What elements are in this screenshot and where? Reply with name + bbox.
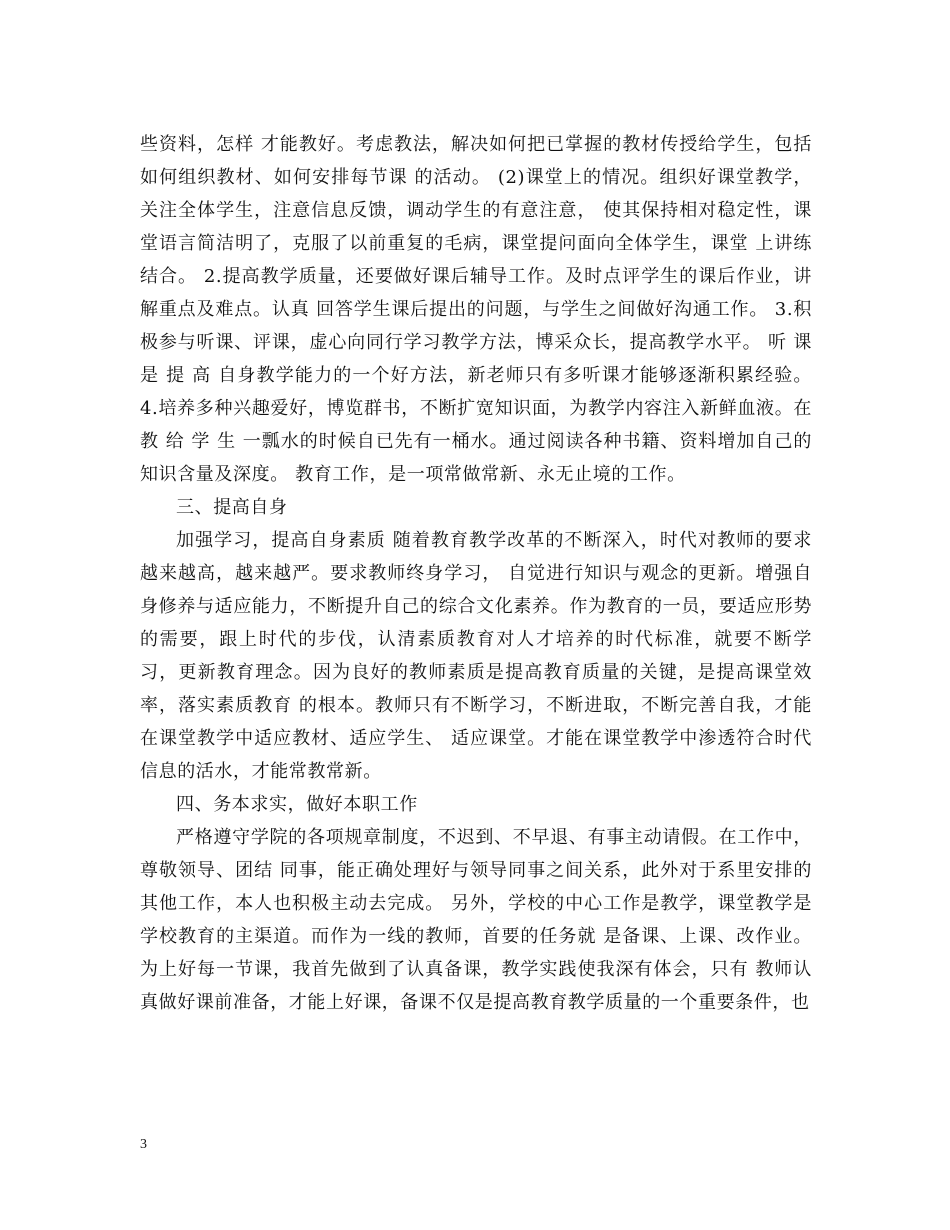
body-paragraph-3: 严格遵守学院的各项规章制度，不迟到、不早退、有事主动请假。在工作中，尊敬领导、团结 同事，能正确处理好与领导同事之间关系，此外对于系里安排的其他工作，本人也积极主动去完成。 另外，学校的中心工作是教学，课堂教学是学校教育的主渠道。而作为一线的教师，首要的任务就 是备课、上课、改作业。为上好每一节课，我首先做到了认真备课，教学实践使我深有体会，只有 教师认真做好课前准备，才能上好课，备课不仅是提高教育教学质量的一个重要条件，也 xyxy=(140,827,812,1013)
body-paragraph-2: 加强学习，提高自身素质 随着教育教学改革的不断深入，时代对教师的要求越来越高，越来越严。要求教师终身学习， 自觉进行知识与观念的更新。增强自身修养与适应能力，不断提升自己的综合文化素养。作为教育的一员，要适应形势的需要，跟上时代的步伐，认清素质教育对人才培养的时代标准，就要不断学 习，更新教育理念。因为良好的教师素质是提高教育质量的关键，是提高课堂效率，落实素质教育 的根本。教师只有不断学习，不断进取，不断完善自我，才能在课堂教学中适应教材、适应学生、 适应课堂。才能在课堂教学中渗透符合时代信息的活水，才能常教常新。 xyxy=(140,530,812,782)
document-body xyxy=(140,128,812,1019)
section-heading-3: 三、提高自身 xyxy=(176,497,288,518)
section-heading-4: 四、务本求实，做好本职工作 xyxy=(176,794,418,815)
body-paragraph-1: 些资料，怎样 才能教好。考虑教法，解决如何把已掌握的教材传授给学生，包括如何组织教材、如何安排每节课 的活动。 (2)课堂上的情况。组织好课堂教学，关注全体学生，注意信息反馈，调动学生的有意注意， 使其保持相对稳定性，课堂语言简洁明了，克服了以前重复的毛病，课堂提问面向全体学生，课堂 上讲练结合。 2.提高教学质量，还要做好课后辅导工作。及时点评学生的课后作业，讲解重点及难点。认真 回答学生课后提出的问题，与学生之间做好沟通工作。 3.积极参与听课、评课，虚心向同行学习教学方法，博采众长，提高教学水平。 听 课 是 提 高 自身教学能力的一个好方法，新老师只有多听课才能够逐渐积累经验。 4.培养多种兴趣爱好，博览群书，不断扩宽知识面，为教学内容注入新鲜血液。在 教 给 学 生 一瓢水的时候自已先有一桶水。通过阅读各种书籍、资料增加自己的知识含量及深度。 教育工作，是一项常做常新、永无止境的工作。 xyxy=(140,134,812,485)
page-number: 3 xyxy=(140,1137,147,1152)
